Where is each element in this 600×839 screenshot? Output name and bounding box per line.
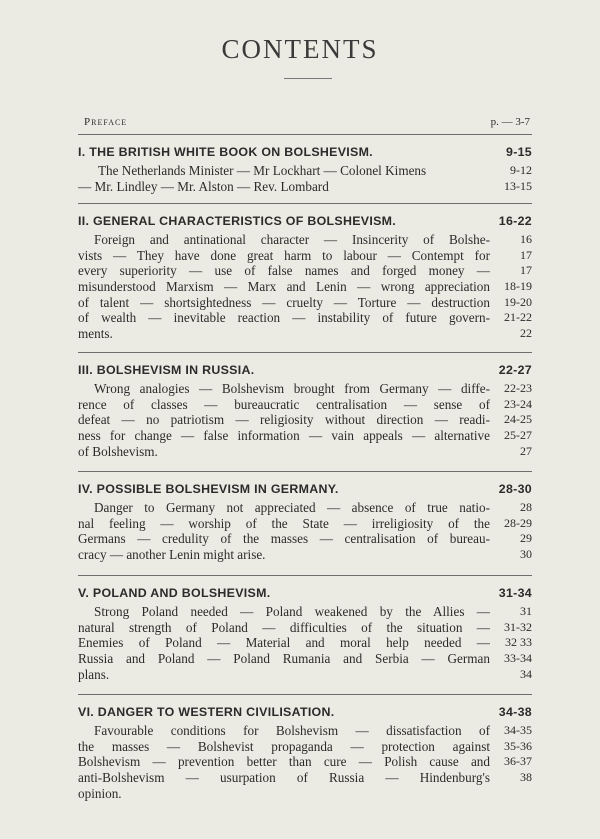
toc-line bbox=[78, 232, 532, 248]
section-2 bbox=[78, 203, 532, 342]
toc-line bbox=[78, 263, 532, 279]
toc-line bbox=[78, 381, 532, 397]
section-heading-pages: 22-27 bbox=[498, 363, 532, 377]
toc-line-text: defeat — no patriotism — religiosity without direction — readi- bbox=[78, 412, 490, 428]
toc-line-page: 36-37 bbox=[504, 754, 532, 769]
section-heading-text: III. BOLSHEVISM IN RUSSIA. bbox=[78, 363, 255, 377]
toc-line bbox=[78, 770, 532, 786]
toc-line-page: 21-22 bbox=[504, 310, 532, 325]
toc-line bbox=[78, 531, 532, 547]
section-heading bbox=[78, 143, 532, 163]
toc-line bbox=[78, 516, 532, 532]
section-6 bbox=[78, 694, 532, 801]
toc-line-page: 31 bbox=[520, 604, 532, 618]
toc-line-text: Danger to Germany not appreciated — absence of true natio- bbox=[94, 500, 490, 515]
toc-line-page: 31-32 bbox=[504, 619, 532, 634]
section-heading-pages: 9-15 bbox=[506, 145, 532, 159]
toc-line-page: 9-12 bbox=[510, 163, 532, 177]
toc-line-page: 34-35 bbox=[504, 723, 532, 737]
toc-line-page: 13-15 bbox=[504, 178, 532, 193]
toc-line-text: Foreign and antinational character — Insincerity of Bolshe- bbox=[94, 232, 490, 247]
toc-line-page: 32 33 bbox=[505, 635, 532, 650]
toc-line-page: 28 bbox=[520, 500, 532, 514]
toc-line-text: nal feeling — worship of the State — irreligiosity of the bbox=[78, 515, 490, 531]
toc-line-page: 18-19 bbox=[504, 279, 532, 294]
section-separator bbox=[78, 134, 532, 135]
toc-line-page: 24-25 bbox=[504, 412, 532, 427]
toc-line bbox=[78, 739, 532, 755]
toc-line bbox=[78, 179, 532, 195]
toc-line bbox=[78, 635, 532, 651]
section-separator bbox=[78, 203, 532, 204]
section-heading-pages: 16-22 bbox=[498, 214, 532, 228]
section-heading-pages: 34-38 bbox=[498, 705, 532, 719]
toc-line bbox=[78, 786, 532, 802]
toc-line-page: 17 bbox=[520, 247, 532, 262]
section-heading bbox=[78, 212, 532, 232]
preface-label: Preface bbox=[84, 116, 128, 128]
toc-line-page: 29 bbox=[520, 531, 532, 546]
toc-line bbox=[78, 754, 532, 770]
toc-line-text: plans. bbox=[78, 666, 110, 682]
toc-line-text: anti-Bolshevism — usurpation of Russia — Hindenburg's bbox=[78, 770, 490, 786]
toc-line bbox=[78, 163, 532, 179]
section-4 bbox=[78, 471, 532, 563]
section-separator bbox=[78, 694, 532, 695]
toc-line-text: of Bolshevism. bbox=[78, 443, 158, 459]
toc-line-page: 23-24 bbox=[504, 396, 532, 411]
toc-line-text: ments. bbox=[78, 326, 113, 342]
toc-line-text: natural strength of Poland — difficulties of the situation — bbox=[78, 619, 490, 635]
toc-line-text: Germans — credulity of the masses — centralisation of bureau- bbox=[78, 531, 490, 547]
toc-line bbox=[78, 295, 532, 311]
toc-line bbox=[78, 723, 532, 739]
toc-line bbox=[78, 428, 532, 444]
section-heading-text: I. THE BRITISH WHITE BOOK ON BOLSHEVISM. bbox=[78, 145, 373, 159]
toc-line-text: Favourable conditions for Bolshevism — dissatisfaction of bbox=[94, 723, 490, 738]
toc-line-text: of wealth — inevitable reaction — instability of future govern- bbox=[78, 310, 490, 326]
section-3 bbox=[78, 352, 532, 459]
toc-line-page: 38 bbox=[520, 770, 532, 785]
toc-line-page: 27 bbox=[520, 443, 532, 458]
toc-line-text: vists — They have done great harm to labour — Contempt for bbox=[78, 247, 490, 263]
section-heading-text: VI. DANGER TO WESTERN CIVILISATION. bbox=[78, 705, 335, 719]
section-1 bbox=[78, 134, 532, 194]
toc-line-page: 22 bbox=[520, 326, 532, 341]
toc-line bbox=[78, 604, 532, 620]
section-5 bbox=[78, 575, 532, 682]
toc-line-text: misunderstood Marxism — Marx and Lenin — wrong appreciation bbox=[78, 279, 490, 295]
toc-line-page: 28-29 bbox=[504, 515, 532, 530]
toc-line bbox=[78, 547, 532, 563]
section-heading bbox=[78, 361, 532, 381]
toc-line-text: ness for change — false information — vain appeals — alternative bbox=[78, 428, 490, 444]
section-heading-pages: 28-30 bbox=[498, 482, 532, 496]
toc-line-page: 30 bbox=[520, 547, 532, 562]
toc-line bbox=[78, 620, 532, 636]
toc-line-page: 22-23 bbox=[504, 381, 532, 395]
toc-line-page: 35-36 bbox=[504, 738, 532, 753]
section-heading bbox=[78, 703, 532, 723]
toc-line-page: 16 bbox=[520, 232, 532, 246]
toc-line bbox=[78, 500, 532, 516]
toc-line bbox=[78, 248, 532, 264]
toc-line-page: 34 bbox=[520, 666, 532, 681]
section-heading bbox=[78, 584, 532, 604]
title-divider bbox=[284, 78, 332, 79]
toc-line-text: cracy — another Lenin might arise. bbox=[78, 547, 266, 563]
section-heading-text: II. GENERAL CHARACTERISTICS OF BOLSHEVISM. bbox=[78, 214, 397, 228]
toc-line bbox=[78, 444, 532, 460]
toc-line-text: Bolshevism — prevention better than cure — Polish cause and bbox=[78, 754, 490, 770]
section-heading-text: V. POLAND AND BOLSHEVISM. bbox=[78, 586, 271, 600]
preface-pages: p. — 3-7 bbox=[490, 116, 530, 128]
toc-line-page: 33-34 bbox=[504, 651, 532, 666]
toc-line-text: Russia and Poland — Poland Rumania and Serbia — German bbox=[78, 651, 490, 667]
section-separator bbox=[78, 471, 532, 472]
toc-line-text: rence of classes — bureaucratic centralisation — sense of bbox=[78, 396, 490, 412]
section-heading-pages: 31-34 bbox=[498, 586, 532, 600]
preface-entry bbox=[84, 116, 530, 128]
toc-line-text: The Netherlands Minister — Mr Lockhart — Colonel Kimens bbox=[98, 163, 427, 178]
toc-line-page: 25-27 bbox=[504, 428, 532, 443]
toc-line-page: 19-20 bbox=[504, 294, 532, 309]
page-title: CONTENTS bbox=[221, 34, 379, 64]
section-heading-text: IV. POSSIBLE BOLSHEVISM IN GERMANY. bbox=[78, 482, 339, 496]
section-separator bbox=[78, 352, 532, 353]
toc-line bbox=[78, 279, 532, 295]
toc-line bbox=[78, 412, 532, 428]
toc-line bbox=[78, 651, 532, 667]
toc-line-page: 17 bbox=[520, 263, 532, 278]
toc-line-text: of talent — shortsightedness — cruelty — Torture — destruction bbox=[78, 294, 490, 310]
toc-line-text: — Mr. Lindley — Mr. Alston — Rev. Lombard bbox=[78, 178, 329, 194]
toc-line-text: the masses — Bolshevist propaganda — protection against bbox=[78, 738, 490, 754]
toc-line-text: Strong Poland needed — Poland weakened by the Allies — bbox=[94, 604, 490, 619]
toc-line-text: Wrong analogies — Bolshevism brought from Germany — diffe- bbox=[94, 381, 490, 396]
toc-line bbox=[78, 397, 532, 413]
toc-line-text: opinion. bbox=[78, 785, 122, 801]
toc-line bbox=[78, 667, 532, 683]
toc-line-text: Enemies of Poland — Material and moral help needed — bbox=[78, 635, 490, 651]
section-separator bbox=[78, 575, 532, 576]
section-heading bbox=[78, 480, 532, 500]
toc-line-text: every superiority — use of false names and forged money — bbox=[78, 263, 490, 279]
toc-line bbox=[78, 326, 532, 342]
toc-line bbox=[78, 310, 532, 326]
